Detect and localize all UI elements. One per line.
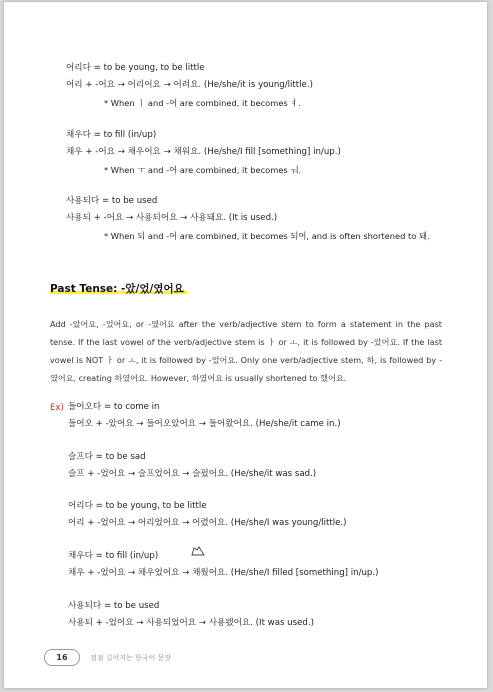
entry-eorida-present xyxy=(66,63,466,116)
entry-conjugation: 어리 + -어요 → 어리어요 → 어려요. (He/she/it is young/little.) xyxy=(66,80,313,90)
example-seulpeuda xyxy=(68,452,468,487)
entry-note: * When 되 and -어 are combined, it becomes 되어, and is often shortened to 돼. xyxy=(104,231,430,241)
book-page xyxy=(4,2,487,688)
entry-headword: 어리다 = to be young, to be little xyxy=(66,63,205,73)
entry-conjugation: 사용되 + -었어요 → 사용되었어요 → 사용됐어요. (It was used.) xyxy=(68,618,314,628)
entry-sayongdoeda-present xyxy=(66,196,466,249)
entry-note: * When ㅜ and -어 are combined, it becomes ㅝ. xyxy=(104,165,302,175)
page-footer xyxy=(44,649,171,666)
entry-headword: 사용되다 = to be used xyxy=(68,601,160,611)
page-number: 16 xyxy=(44,649,80,666)
entry-conjugation: 채우 + -어요 → 채우어요 → 채워요. (He/she/I fill [something] in/up.) xyxy=(66,147,341,157)
section-heading-past-tense xyxy=(50,281,187,296)
examples-label: Ex) xyxy=(50,403,64,413)
entry-conjugation: 슬프 + -었어요 → 슬프었어요 → 슬펐어요. (He/she/it was sad.) xyxy=(68,469,317,479)
example-chaeuda-past xyxy=(68,551,468,586)
past-tense-explanation: Add -았어요, -었어요, or -였어요 after the verb/adjective stem to form a statement in the past tense. If the last vowel of the verb/adjective stem is ㅏ or ㅗ, it is followed by -았어요. If the last vowel is NOT ㅏ or ㅗ, it is followed by -었어요. Only one verb/adjective stem, 하, is followed by -였어요, creating 하였어요. However, 하였어요 is usually shortened to 했어요. xyxy=(50,319,442,383)
entry-conjugation: 채우 + -었어요 → 채우었어요 → 채웠어요. (He/she/I filled [something] in/up.) xyxy=(68,568,379,578)
entry-note: * When ㅣ and -어 are combined, it becomes ㅕ. xyxy=(104,98,302,108)
entry-headword: 슬프다 = to be sad xyxy=(68,452,146,462)
pointer-cursor-icon xyxy=(191,546,205,556)
entry-chaeuda-present xyxy=(66,130,466,183)
entry-conjugation: 사용되 + -어요 → 사용되어요 → 사용돼요. (It is used.) xyxy=(66,213,278,223)
book-title: 점점 길어지는 한국어 문장 xyxy=(90,653,172,662)
example-sayongdoeda-past xyxy=(68,601,468,636)
entry-headword: 들어오다 = to come in xyxy=(68,402,160,412)
entry-headword: 사용되다 = to be used xyxy=(66,196,158,206)
entry-headword: 어리다 = to be young, to be little xyxy=(68,501,207,511)
example-deureooda xyxy=(68,402,468,437)
entry-conjugation: 어리 + -었어요 → 어리었어요 → 어렸어요. (He/she/I was young/little.) xyxy=(68,518,347,528)
entry-conjugation: 들어오 + -았어요 → 들어오았어요 → 들어왔어요. (He/she/it came in.) xyxy=(68,419,341,429)
entry-headword: 채우다 = to fill (in/up) xyxy=(66,130,157,140)
entry-headword: 채우다 = to fill (in/up) xyxy=(68,551,159,561)
example-eorida-past xyxy=(68,501,468,536)
heading-forms: -았/었/였어요 xyxy=(121,283,184,295)
heading-prefix: Past Tense: xyxy=(50,283,122,295)
